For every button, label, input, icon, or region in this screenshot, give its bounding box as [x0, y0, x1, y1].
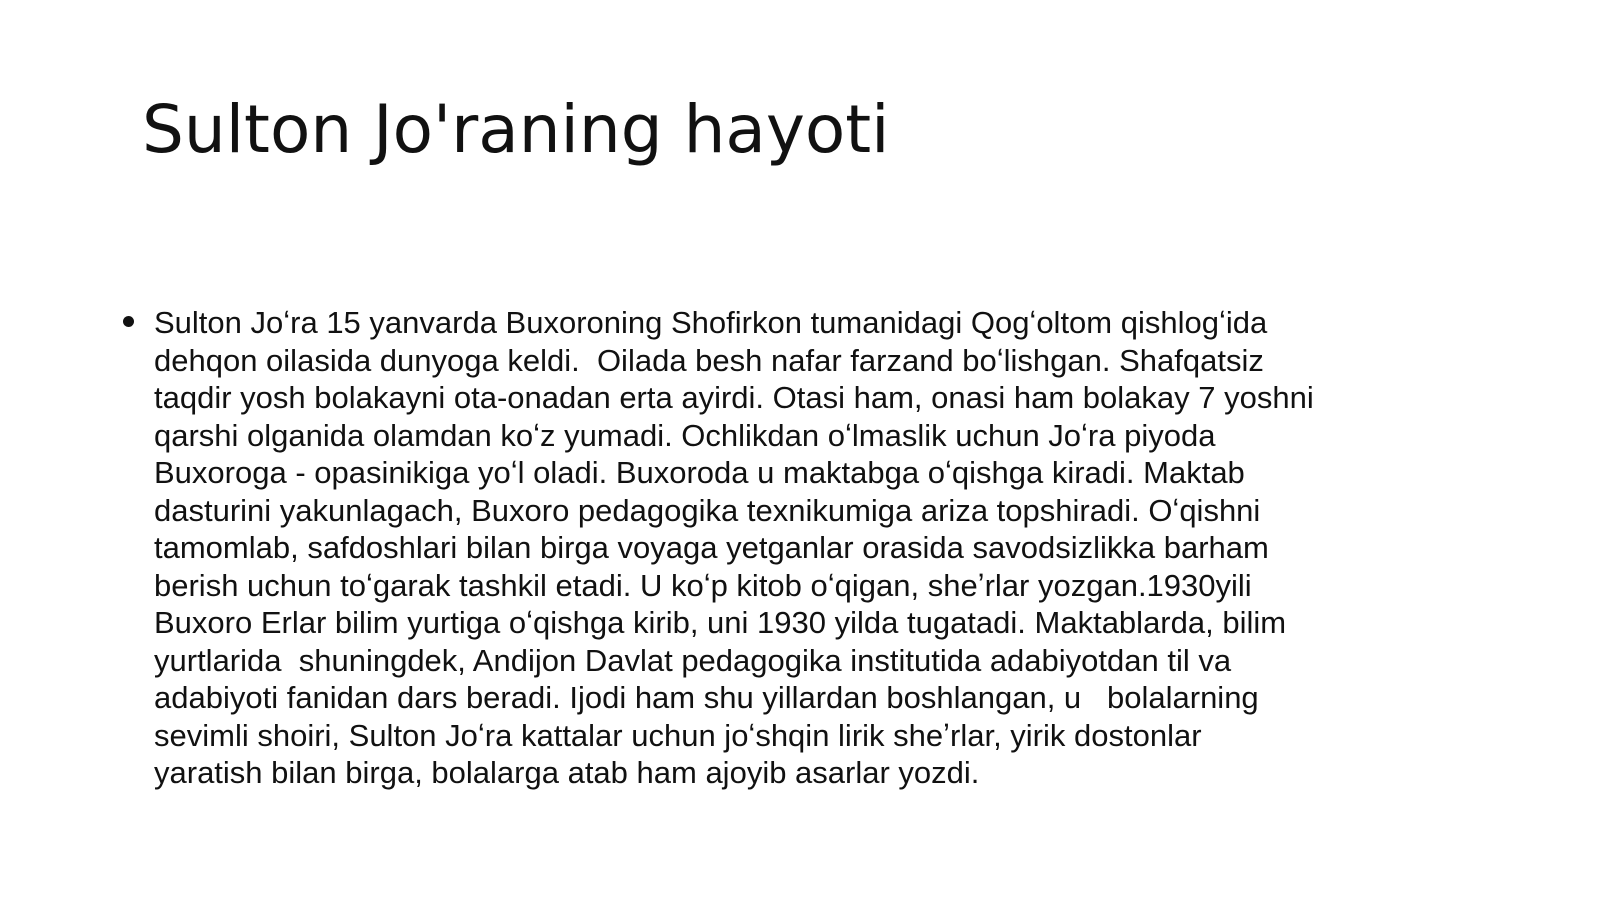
paragraph-line: dehqon oilasida dunyoga keldi. Oilada besh nafar farzand boʻlishgan. Shafqatsiz: [154, 342, 1264, 378]
bullet-icon: [123, 316, 134, 327]
paragraph-line: qarshi olganida olamdan koʻz yumadi. Ochlikdan oʻlmaslik uchun Joʻra piyoda: [154, 417, 1216, 453]
paragraph-line: Buxoroga - opasinikiga yoʻl oladi. Buxoroda u maktabga oʻqishga kiradi. Maktab: [154, 455, 1245, 490]
paragraph-line: dasturini yakunlagach, Buxoro pedagogika texnikumiga ariza topshiradi. Oʻqishni: [154, 492, 1261, 528]
paragraph-line: berish uchun toʻgarak tashkil etadi. U koʻp kitob oʻqigan, sheʼrlar yozgan.1930yili: [154, 567, 1252, 603]
paragraph-line: taqdir yosh bolakayni ota-onadan erta ayirdi. Otasi ham, onasi ham bolakay 7 yoshni: [154, 380, 1314, 415]
slide-title: Sulton Jo'raning hayoti: [142, 91, 890, 168]
paragraph-line: sevimli shoiri, Sulton Joʻra kattalar uchun joʻshqin lirik sheʼrlar, yirik dostonlar: [154, 717, 1202, 753]
paragraph-line: yaratish bilan birga, bolalarga atab ham ajoyib asarlar yozdi.: [154, 755, 980, 790]
paragraph-line: Buxoro Erlar bilim yurtiga oʻqishga kirib, uni 1930 yilda tugatadi. Maktablarda, bilim: [154, 605, 1287, 640]
list-item: [118, 304, 1478, 792]
paragraph-line: Sulton Joʻra 15 yanvarda Buxoroning Shofirkon tumanidagi Qogʻoltom qishlogʻida: [154, 305, 1268, 340]
paragraph-line: tamomlab, safdoshlari bilan birga voyaga yetganlar orasida savodsizlikka barham: [154, 530, 1269, 565]
bullet-list: [118, 304, 1478, 792]
paragraph-line: adabiyoti fanidan dars beradi. Ijodi ham shu yillardan boshlangan, u bolalarning: [154, 680, 1259, 715]
paragraph-line: yurtlarida shuningdek, Andijon Davlat pedagogika institutida adabiyotdan til va: [154, 642, 1232, 678]
